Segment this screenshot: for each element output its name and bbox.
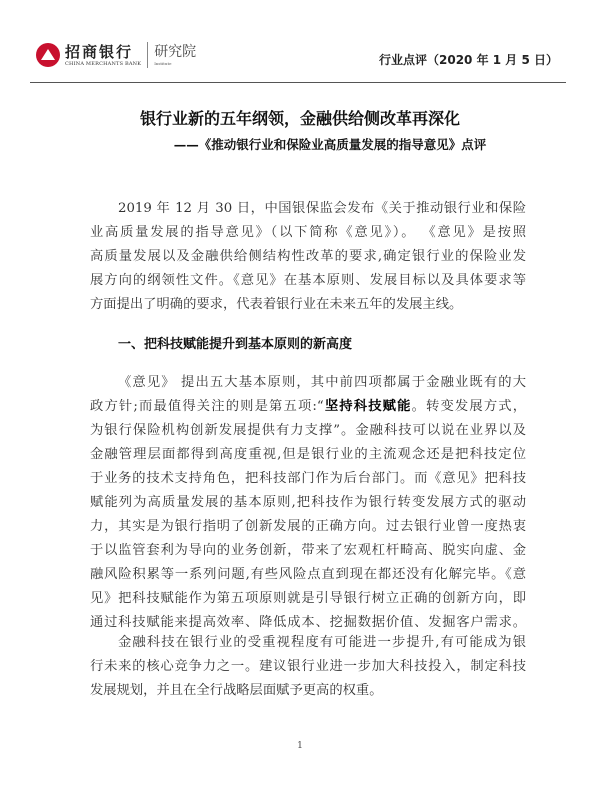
para2-line: 《意见》 提出五大基本原则，其中前四项都属于金融业既有的大 — [118, 375, 526, 390]
para2-line: 于以监管套利为导向的业务创新，带来了宏观杠杆畸高、脱实向虚、金 — [90, 543, 526, 558]
para2-line: 金融管理层面都得到高度重视,但是银行业的主流观念还是把科技定位 — [90, 447, 526, 462]
page-subtitle: ——《推动银行业和保险业高质量发展的指导意见》点评 — [173, 137, 487, 152]
para1-line: 展方向的纲领性文件。《意见》在基本原则、发展目标以及具体要求等 — [90, 273, 526, 288]
para2-line: 力，其实是为银行指明了创新发展的正确方向。过去银行业曾一度热衷 — [90, 519, 526, 534]
bold-phrase: 坚持科技赋能 — [323, 399, 412, 414]
para1-line: 高质量发展以及金融供给侧结构性改革的要求,确定银行业的保险业发 — [90, 249, 526, 264]
institute-en: Institute — [154, 61, 172, 66]
para3-line: 发展规划，并且在全行战略层面赋予更高的权重。 — [90, 683, 383, 698]
para2-line: 赋能列为高质量发展的基本原则,把科技作为银行转变发展方式的驱动 — [90, 495, 526, 510]
logo-cn: 招商银行 — [65, 42, 134, 61]
logo-divider — [147, 42, 148, 68]
para3-line: 行未来的核心竞争力之一。建议银行业进一步加大科技投入，制定科技 — [90, 659, 526, 674]
para2-line: 融风险积累等一系列问题,有些风险点直到现在都还没有化解完毕。《意 — [90, 567, 526, 582]
institute-cn: 研究院 — [154, 44, 197, 60]
para1-line: 2019 年 12 月 30 日，中国银保监会发布《关于推动银行业和保险 — [118, 201, 526, 216]
header-rule — [30, 82, 566, 83]
cmb-logo — [36, 42, 196, 68]
cmb-logo-icon — [36, 43, 60, 67]
para1-line: 方面提出了明确的要求，代表着银行业在未来五年的发展主线。 — [90, 297, 463, 312]
para2-line: 为银行保险机构创新发展提供有力支撑”。金融科技可以说在业界以及 — [90, 423, 526, 438]
page-title: 银行业新的五年纲领，金融供给侧改革再深化 — [139, 109, 460, 128]
text: 政方针;而最值得关注的则是第五项:“ — [90, 399, 324, 414]
para2-line — [90, 398, 526, 416]
para3-line: 金融科技在银行业的受重视程度有可能进一步提升,有可能成为银 — [118, 635, 526, 650]
para2-line: 于业务的技术支持角色，把科技部门作为后台部门。而《意见》把科技 — [90, 471, 526, 486]
para1-line: 业高质量发展的指导意见》（以下简称《意见》）。 《意见》是按照 — [90, 225, 526, 240]
logo-en: CHINA MERCHANTS BANK — [65, 60, 142, 67]
page-number: 1 — [297, 741, 303, 751]
para2-line: 见》把科技赋能作为第五项原则就是引导银行树立正确的创新方向，即 — [90, 591, 526, 606]
report-type-date: 行业点评（2020 年 1 月 5 日） — [379, 53, 558, 67]
para2-line: 通过科技赋能来提高效率、降低成本、挖掘数据价值、发掘客户需求。 — [90, 615, 526, 630]
text: 。转变发展方式， — [411, 399, 527, 414]
section-heading: 一、把科技赋能提升到基本原则的新高度 — [118, 337, 353, 352]
